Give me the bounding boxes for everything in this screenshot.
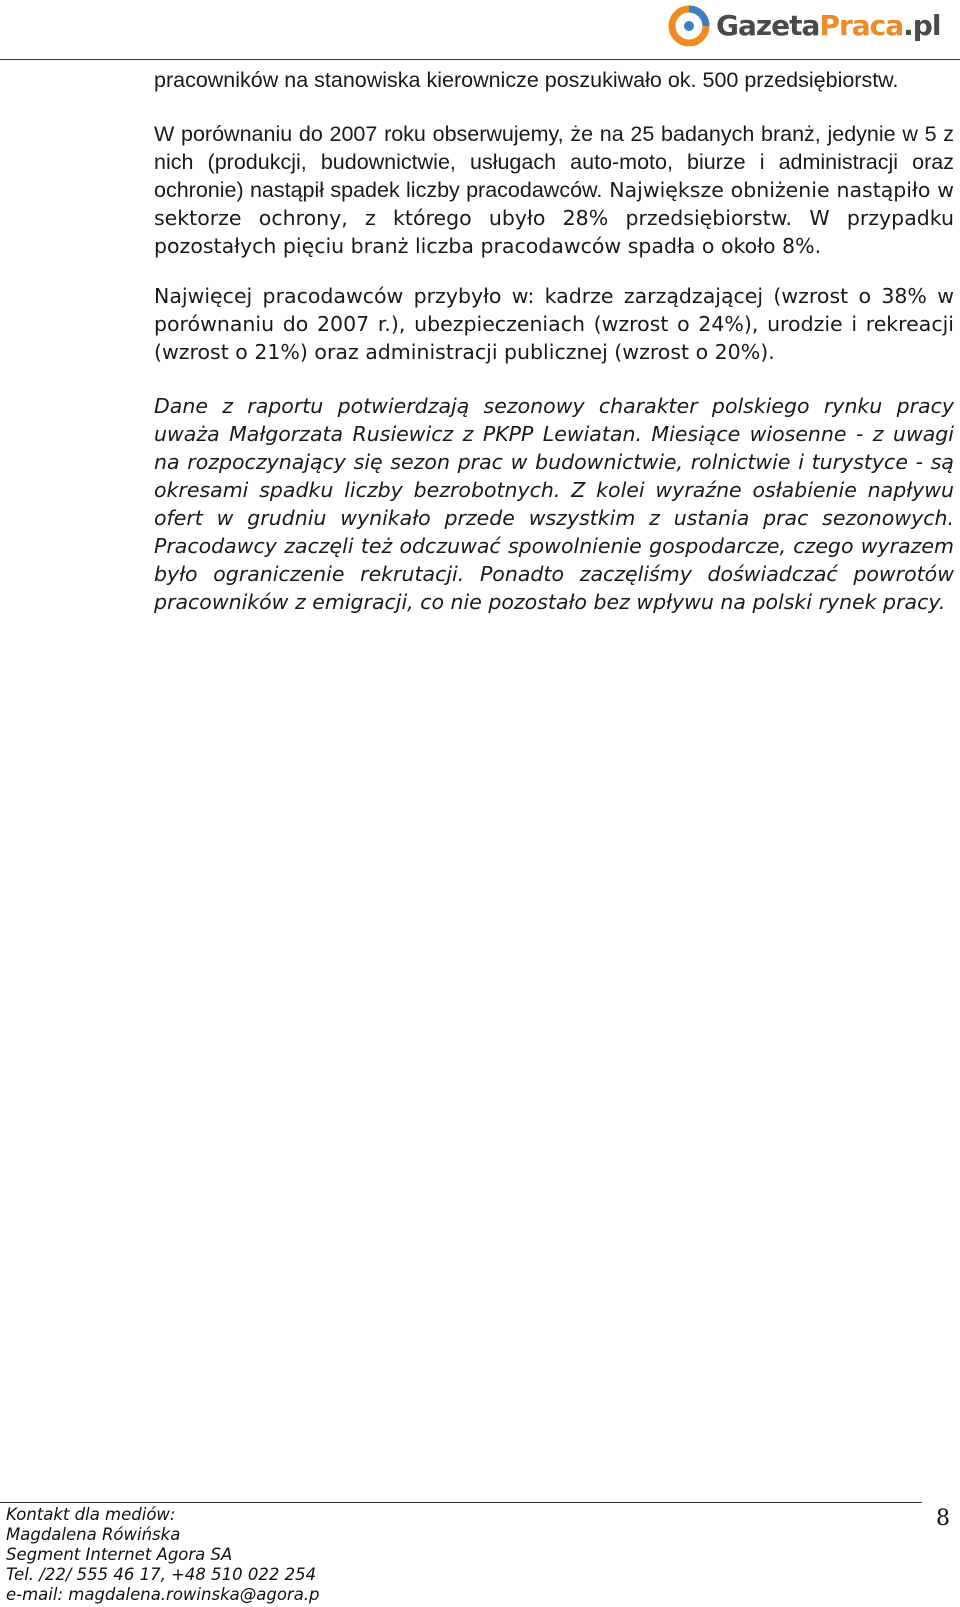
media-contact bbox=[6, 1505, 320, 1605]
header-divider bbox=[0, 59, 960, 60]
logo-praca: Praca bbox=[819, 9, 904, 42]
contact-name: Magdalena Rówińska bbox=[6, 1525, 181, 1544]
paragraph-4-quote: Dane z raportu potwierdzają sezonowy charakter polskiego rynku pracy uważa Małgorzata Rusiewicz z PKPP Lewiatan. Miesiące wiosenne - z uwagi na rozpoczynający się sezon prac w budownictwie, rolnictwie i turystyce - są okresami spadku liczby bezrobotnych. Z kolei wyraźne osłabienie napływu ofert w grudniu wynikało przede wszystkim z ustania prac sezonowych. Pracodawcy zaczęli też odczuwać spowolnienie gospodarcze, czego wyrazem było ograniczenie rekrutacji. Ponadto zaczęliśmy doświadczać powrotów pracowników z emigracji, co nie pozostało bez wpływu na polski rynek pracy. bbox=[154, 394, 954, 614]
page-number: 8 bbox=[936, 1506, 950, 1531]
contact-company: Segment Internet Agora SA bbox=[6, 1545, 233, 1564]
footer-divider bbox=[0, 1502, 922, 1503]
logo-gazeta: Gazeta bbox=[716, 9, 820, 42]
logo-swirl-icon bbox=[668, 5, 710, 47]
paragraph-3: Najwięcej pracodawców przybyło w: kadrze zarządzającej (wzrost o 38% w porównaniu do 2007 r.), ubezpieczeniach (wzrost o 24%), urodzie i rekreacji (wzrost o 21%) oraz administracji publicznej (wzrost o 20%). bbox=[154, 284, 954, 364]
contact-heading: Kontakt dla mediów: bbox=[6, 1505, 176, 1524]
article-body bbox=[154, 66, 954, 616]
logo-pl: .pl bbox=[903, 9, 941, 42]
paragraph-2-part-b: Największe obniżenie nastąpiło w sektorze ochrony, z którego ubyło 28% przedsiębiorstw. W przypadku pozostałych pięciu branż liczba pracodawców spadła o około 8%. bbox=[154, 178, 954, 258]
gazetapraca-logo bbox=[668, 4, 940, 48]
paragraph-2 bbox=[154, 120, 954, 260]
logo-text bbox=[716, 9, 941, 42]
contact-phone: Tel. /22/ 555 46 17, +48 510 022 254 bbox=[6, 1565, 317, 1584]
paragraph-1: pracowników na stanowiska kierownicze poszukiwało ok. 500 przedsiębiorstw. bbox=[154, 68, 899, 92]
contact-email: e-mail: magdalena.rowinska@agora.p bbox=[6, 1585, 320, 1604]
paragraph-2-part-a: W porównaniu do 2007 roku obserwujemy, że na 25 badanych branż, jedynie w 5 z nich (produkcji, budownictwie, usługach auto-moto, biurze i administracji oraz ochronie) nastąpił spadek liczby pracodawców. bbox=[154, 122, 954, 202]
